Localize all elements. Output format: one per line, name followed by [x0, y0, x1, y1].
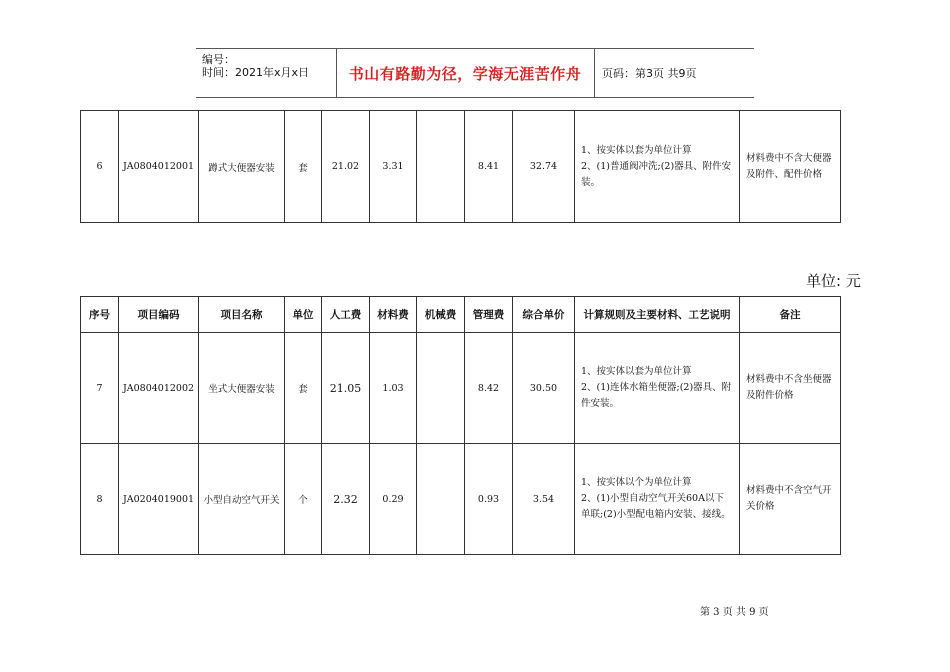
row-material: 0.29: [370, 444, 417, 555]
header-meta-cell: [196, 49, 337, 97]
row-total: 30.50: [513, 333, 575, 444]
row-name: 小型自动空气开关: [199, 444, 285, 555]
col-header-no: 序号: [81, 297, 119, 333]
header-row: [81, 297, 841, 333]
row-name: 坐式大便器安装: [199, 333, 285, 444]
row-note: 材料费中不含坐便器及附件价格: [740, 333, 841, 444]
row-material: 1.03: [370, 333, 417, 444]
row-note: 材料费中不含空气开关价格: [740, 444, 841, 555]
header-page-cell: [594, 49, 754, 97]
row-desc: 1、按实体以套为单位计算 2、(1)普通阀冲洗;(2)器具、附件安装。: [575, 111, 740, 223]
number-label: 编号：: [202, 53, 235, 66]
row-machine: [417, 111, 465, 223]
col-header-material: 材料费: [370, 297, 417, 333]
row-name: 蹲式大便器安装: [199, 111, 285, 223]
row-note: 材料费中不含大便器及附件、配件价格: [740, 111, 841, 223]
unit-label: 单位: 元: [806, 272, 861, 290]
row-total: 3.54: [513, 444, 575, 555]
col-header-code: 项目编码: [119, 297, 199, 333]
col-header-desc: 计算规则及主要材料、工艺说明: [575, 297, 740, 333]
col-header-labor: 人工费: [322, 297, 370, 333]
motto-text: 书山有路勤为径，学海无涯苦作舟: [348, 64, 582, 83]
header-motto-cell: [336, 49, 595, 97]
table-row: [81, 111, 841, 223]
row-unit: 个: [285, 444, 322, 555]
row-code: JA0804012001: [119, 111, 199, 223]
row-labor: 21.02: [322, 111, 370, 223]
col-header-name: 项目名称: [199, 297, 285, 333]
time-label: 时间：2021年x月x日: [202, 66, 310, 79]
col-header-total: 综合单价: [513, 297, 575, 333]
continued-table: [80, 110, 841, 223]
row-mgmt: 8.42: [465, 333, 513, 444]
row-labor: 2.32: [322, 444, 370, 555]
col-header-mgmt: 管理费: [465, 297, 513, 333]
col-header-note: 备注: [740, 297, 841, 333]
row-unit: 套: [285, 111, 322, 223]
row-no: 6: [81, 111, 119, 223]
row-machine: [417, 444, 465, 555]
row-labor: 21.05: [322, 333, 370, 444]
col-header-unit: 单位: [285, 297, 322, 333]
row-desc: 1、按实体以个为单位计算 2、(1)小型自动空气开关60A以下单联;(2)小型配电箱内安装、接线。: [575, 444, 740, 555]
page-header: [196, 48, 754, 98]
row-mgmt: 0.93: [465, 444, 513, 555]
table-row: [81, 333, 841, 444]
page-footer: 第 3 页 共 9 页: [700, 607, 769, 618]
row-mgmt: 8.41: [465, 111, 513, 223]
row-machine: [417, 333, 465, 444]
col-header-machine: 机械费: [417, 297, 465, 333]
row-no: 7: [81, 333, 119, 444]
row-code: JA0204019001: [119, 444, 199, 555]
row-code: JA0804012002: [119, 333, 199, 444]
row-no: 8: [81, 444, 119, 555]
row-unit: 套: [285, 333, 322, 444]
row-desc: 1、按实体以套为单位计算 2、(1)连体水箱坐便器;(2)器具、附件安装。: [575, 333, 740, 444]
row-material: 3.31: [370, 111, 417, 223]
table-row: [81, 444, 841, 555]
price-table: [80, 296, 841, 555]
row-total: 32.74: [513, 111, 575, 223]
page-code: 页码：第3页 共9页: [602, 66, 697, 80]
